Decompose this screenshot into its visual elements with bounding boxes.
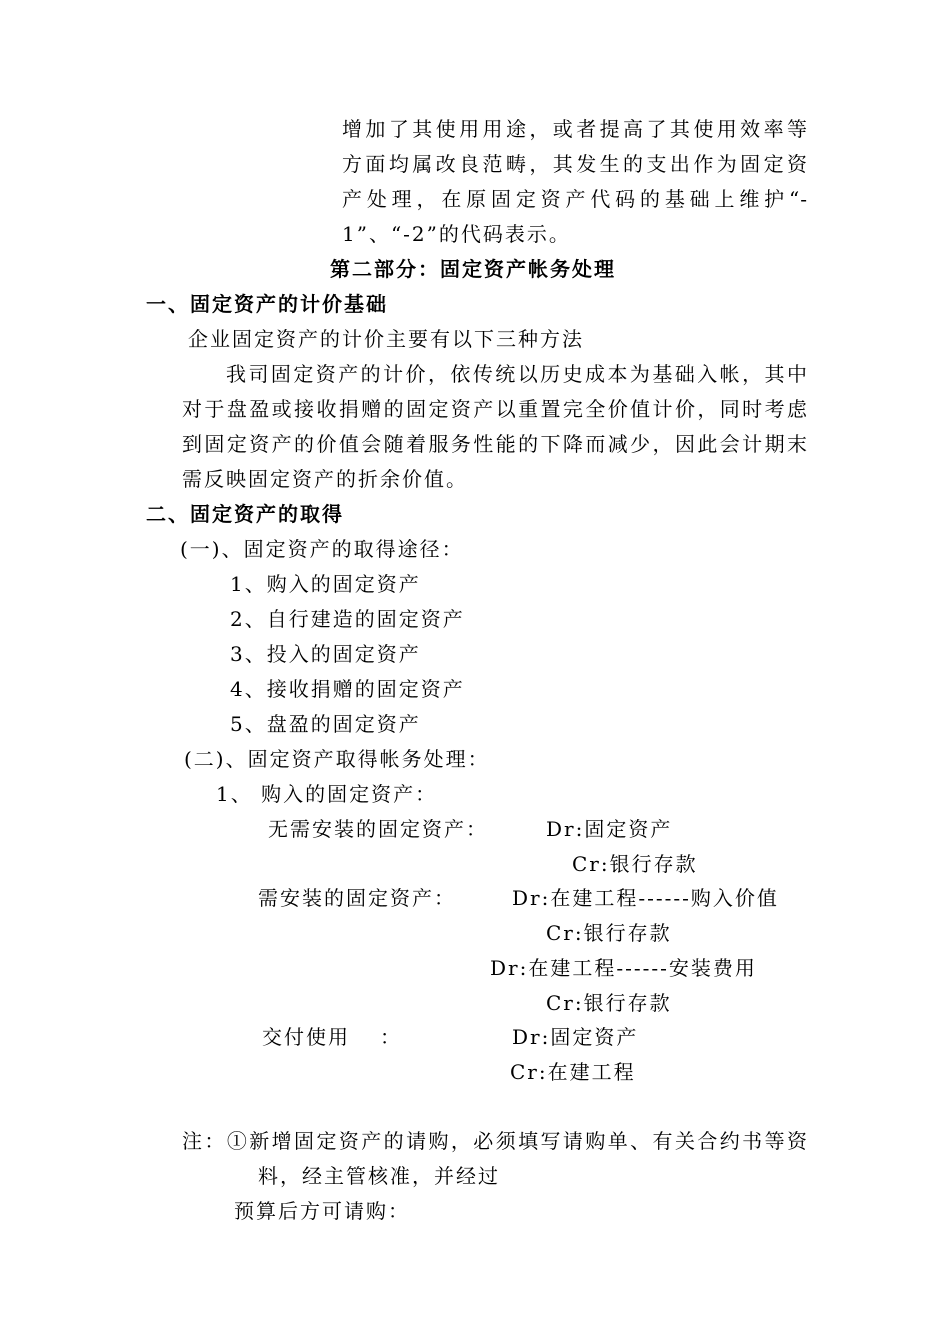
part-title: 第二部分：固定资产帐务处理: [330, 257, 616, 281]
intro-line-1: 增加了其使用用途，或者提高了其使用效率等: [342, 117, 808, 141]
acquisition-item-1: 1、购入的固定资产: [230, 572, 421, 596]
section1-lead: 企业固定资产的计价主要有以下三种方法: [188, 327, 584, 351]
deliver-debit: Dr:固定资产: [512, 1025, 639, 1049]
acquisition-item-5: 5、盘盈的固定资产: [230, 712, 421, 736]
section1-para-line-1: 我司固定资产的计价，依传统以历史成本为基础入帐，其中: [226, 362, 808, 386]
deliver-colon: ：: [380, 1025, 402, 1049]
acquisition-item-3: 3、投入的固定资产: [230, 642, 421, 666]
section1-para-line-4: 需反映固定资产的折余价值。: [182, 467, 468, 491]
entry-title: 1、 购入的固定资产：: [216, 782, 438, 806]
acquisition-item-2: 2、自行建造的固定资产: [230, 607, 465, 631]
intro-line-3: 产处理，在原固定资产代码的基础上维护“-: [342, 187, 808, 211]
section1-para-line-3: 到固定资产的价值会随着服务性能的下降而减少，因此会计期末: [182, 432, 808, 456]
install-credit-1: Cr:银行存款: [546, 921, 672, 945]
note-line-1: 注：①新增固定资产的请购，必须填写请购单、有关合约书等资: [182, 1129, 808, 1153]
no-install-debit: Dr:固定资产: [546, 817, 673, 841]
intro-line-2: 方面均属改良范畴，其发生的支出作为固定资: [342, 152, 808, 176]
section1-heading: 一、固定资产的计价基础: [146, 292, 388, 316]
intro-line-4: 1”、“-2”的代码表示。: [342, 222, 571, 246]
no-install-credit: Cr:银行存款: [572, 852, 698, 876]
install-label: 需安装的固定资产：: [258, 886, 456, 910]
note-line-3: 预算后方可请购：: [234, 1199, 410, 1223]
section2-heading: 二、固定资产的取得: [146, 502, 344, 526]
deliver-credit: Cr:在建工程: [510, 1060, 636, 1084]
section2-sub2: (二)、固定资产取得帐务处理：: [184, 747, 490, 771]
acquisition-item-4: 4、接收捐赠的固定资产: [230, 677, 465, 701]
note-line-2: 料，经主管核准，并经过: [258, 1164, 500, 1188]
install-debit-1: Dr:在建工程------购入价值: [512, 886, 779, 910]
install-credit-2: Cr:银行存款: [546, 991, 672, 1015]
no-install-label: 无需安装的固定资产：: [268, 817, 488, 841]
section1-para-line-2: 对于盘盈或接收捐赠的固定资产以重置完全价值计价，同时考虑: [182, 397, 808, 421]
section2-sub1: (一)、固定资产的取得途径：: [180, 537, 464, 561]
deliver-label: 交付使用: [262, 1025, 350, 1049]
install-debit-2: Dr:在建工程------安装费用: [490, 956, 757, 980]
